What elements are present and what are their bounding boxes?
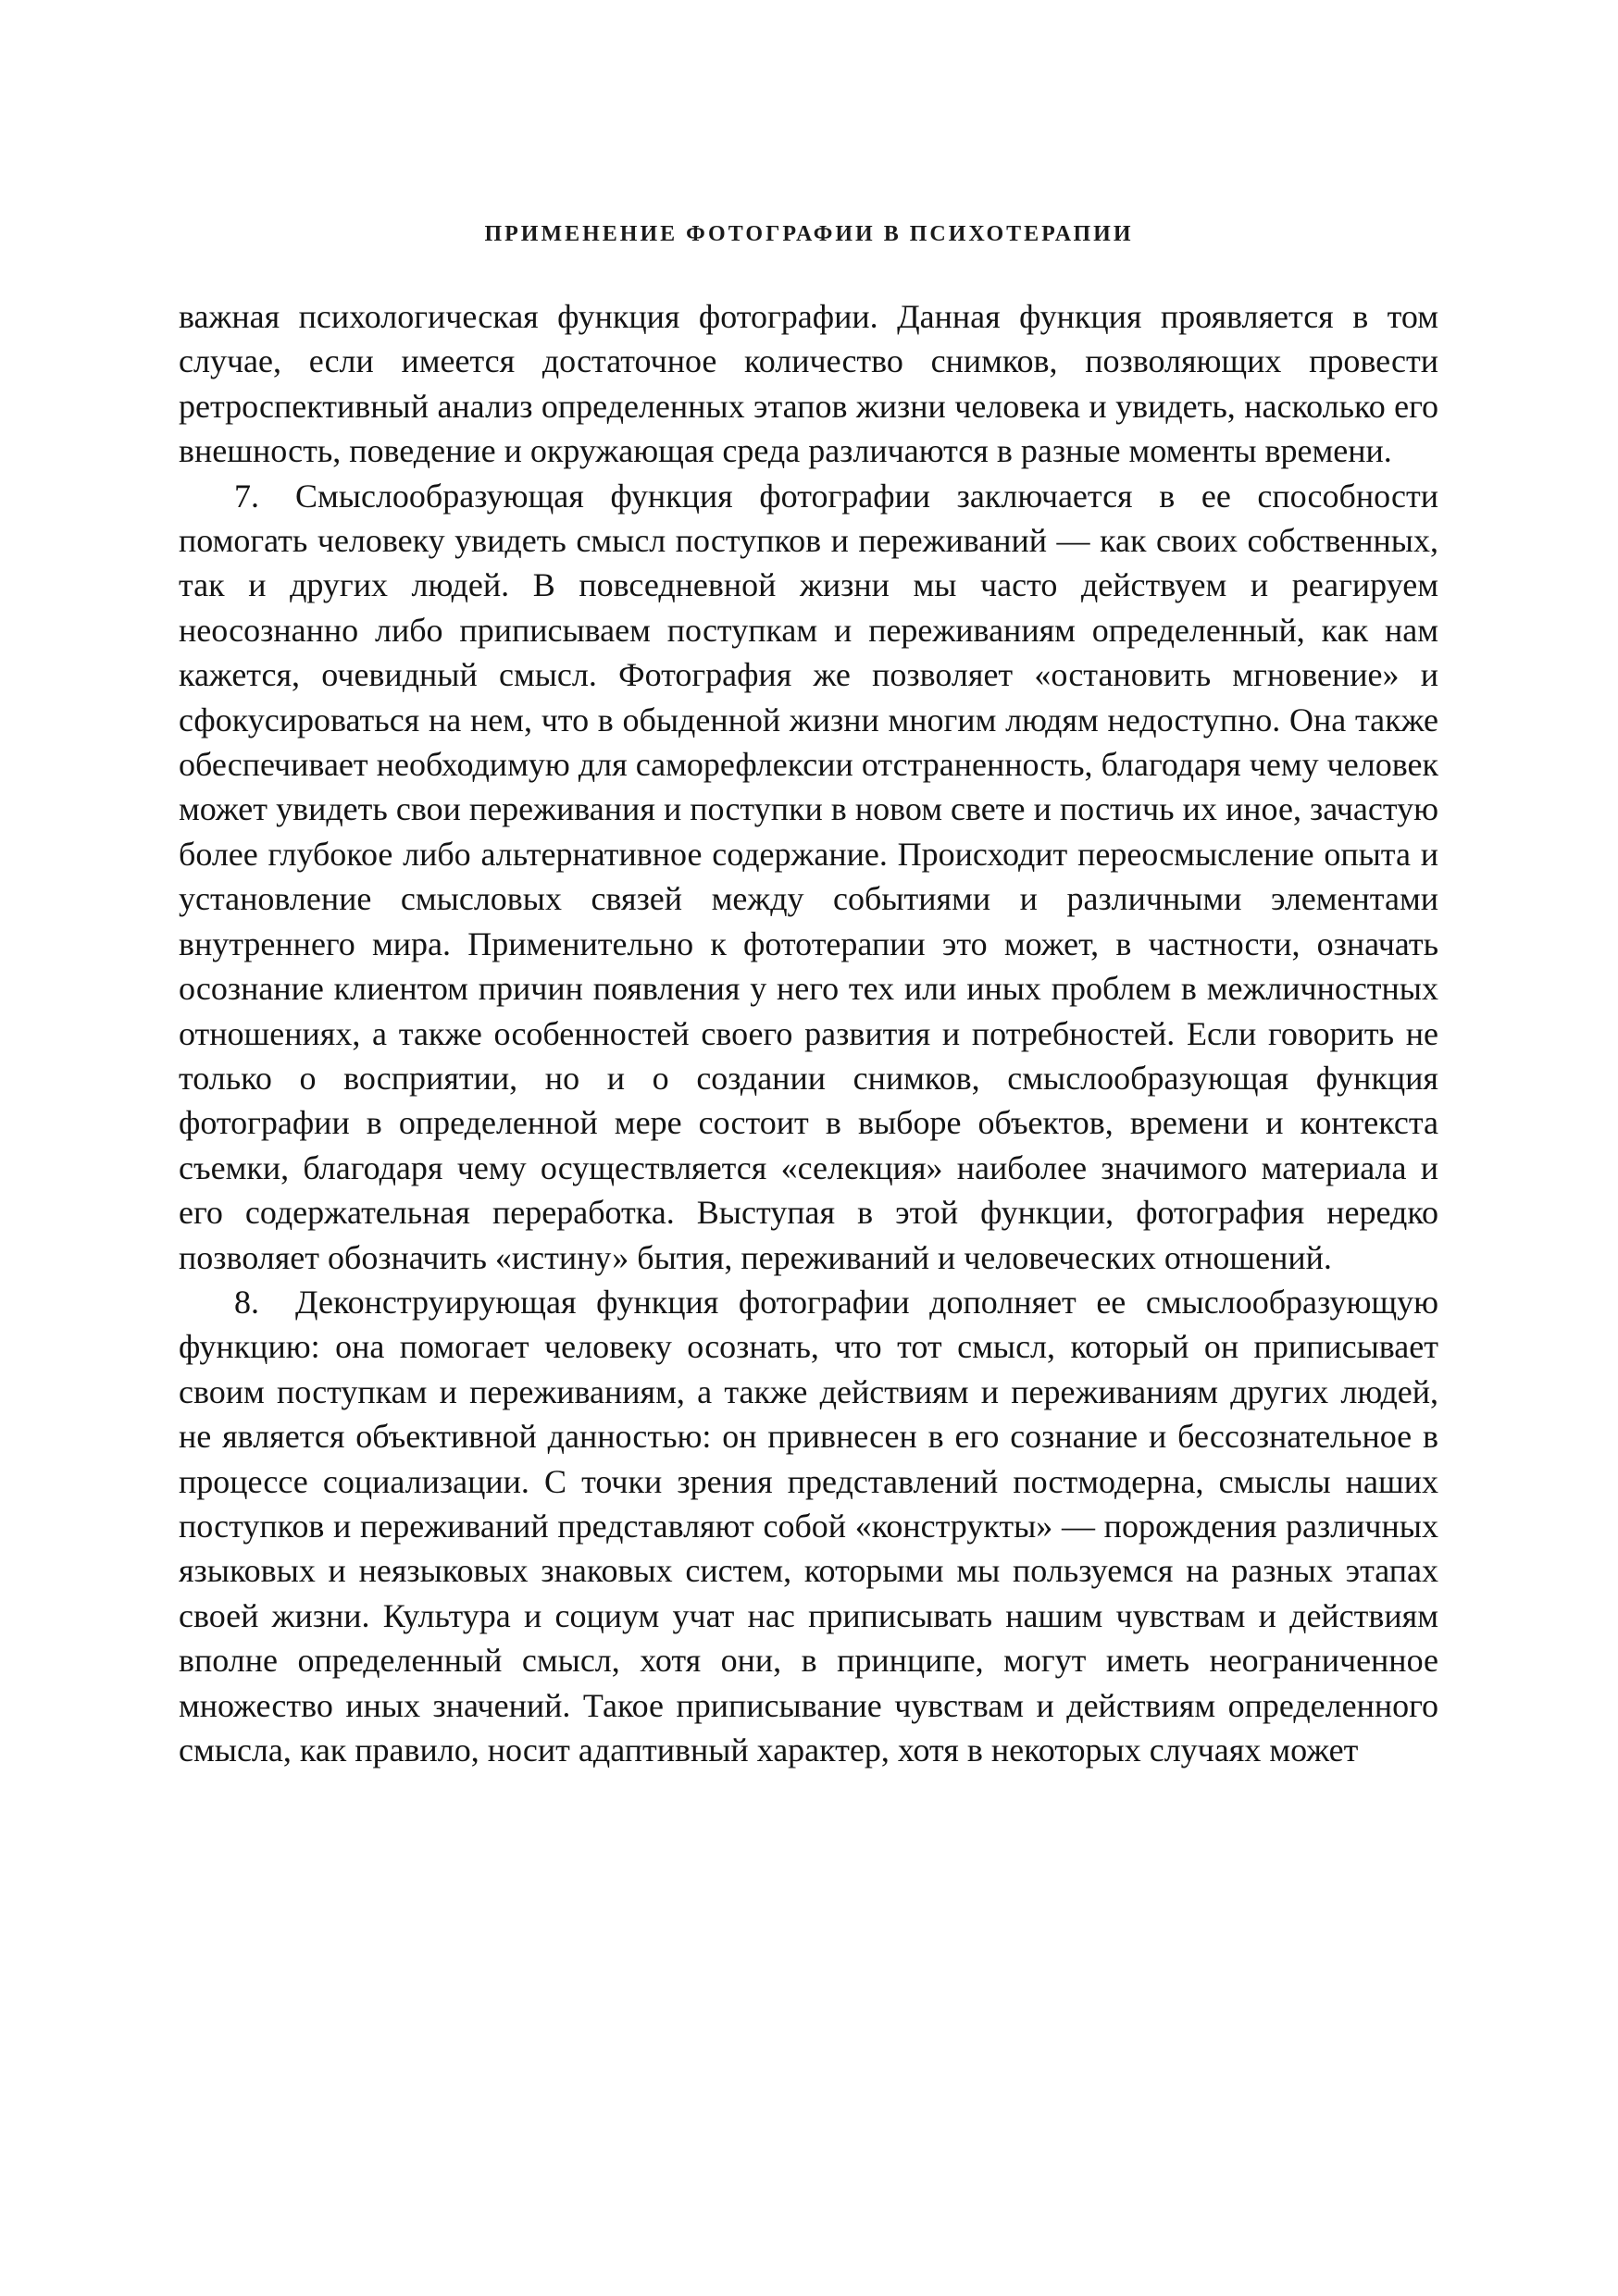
paragraph-7 xyxy=(179,474,1438,1280)
paragraph-number: 7. xyxy=(234,477,259,515)
paragraph-number: 8. xyxy=(234,1283,259,1321)
paragraph-8 xyxy=(179,1280,1438,1772)
paragraph-text: Смыслообразующая функция фотографии заключается в ее способности помогать человеку увидеть смысл поступков и переживаний — как своих собственных, так и других людей. В повседневной жизни мы часто действуем и реагируем неосознанно либо приписываем поступкам и переживаниям определенный, как нам кажется, очевидный смысл. Фотография же позволяет «остановить мгновение» и сфокусироваться на нем, что в обыденной жизни многим людям недоступно. Она также обеспечивает необходимую для саморефлексии отстраненность, благодаря чему человек может увидеть свои переживания и поступки в новом свете и постичь их иное, зачастую более глубокое либо альтернативное содержание. Происходит переосмысление опыта и установление смысловых связей между событиями и различными элементами внутреннего мира. Применительно к фототерапии это может, в частности, означать осознание клиентом причин появления у него тех или иных проблем в межличностных отношениях, а также особенностей своего развития и потребностей. Если говорить не только о восприятии, но и о создании снимков, смыслообразующая функция фотографии в определенной мере состоит в выборе объектов, времени и контекста съемки, благодаря чему осуществляется «селекция» наиболее значимого материала и его содержательная переработка. Выступая в этой функции, фотография нередко позволяет обозначить «истину» бытия, переживаний и человеческих отношений. xyxy=(179,477,1438,1276)
running-head: ПРИМЕНЕНИЕ ФОТОГРАФИИ В ПСИХОТЕРАПИИ xyxy=(484,222,1134,246)
paragraph-text: Деконструирующая функция фотографии дополняет ее смыслообразующую функцию: она помогает человеку осознать, что тот смысл, который он приписывает своим поступкам и переживаниям, а также действиям и переживаниям других людей, не является объективной данностью: он привнесен в его сознание и бессознательное в процессе социализации. С точки зрения представлений постмодерна, смыслы наших поступков и переживаний представляют собой «конструкты» — порождения различных языковых и неязыковых знаковых систем, которыми мы пользуемся на разных этапах своей жизни. Культура и социум учат нас приписывать нашим чувствам и действиям вполне определенный смысл, хотя они, в принципе, могут иметь неограниченное множество иных значений. Такое приписывание чувствам и действиям определенного смысла, как правило, носит адаптивный характер, хотя в некоторых случаях может xyxy=(179,1283,1438,1769)
paragraph-continuation xyxy=(179,294,1438,474)
body-text xyxy=(179,294,1438,1772)
paragraph-text: важная психологическая функция фотографии. Данная функция проявляется в том случае, если имеется достаточное количество снимков, позволяющих провести ретроспективный анализ определенных этапов жизни человека и увидеть, насколько его внешность, поведение и окружающая среда различаются в разные моменты времени. xyxy=(179,298,1438,470)
